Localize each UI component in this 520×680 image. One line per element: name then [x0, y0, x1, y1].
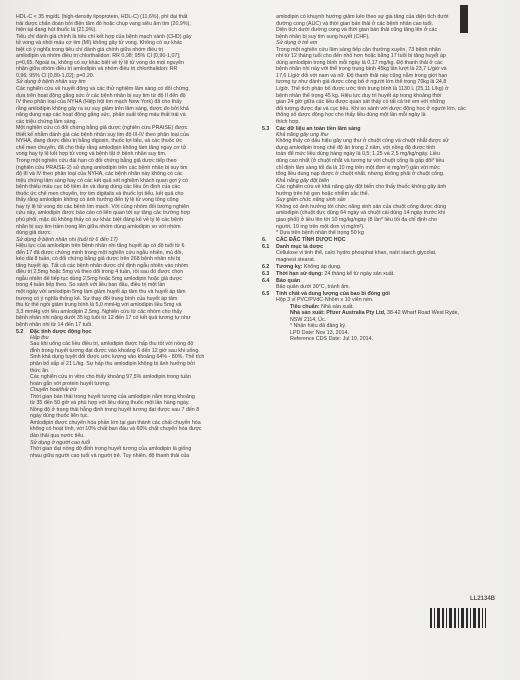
text-line: bệnh thiếu máu cục bộ tiềm ẩn và đang dùng các liều ổn định của các	[16, 184, 181, 191]
text-line: hưởng trên hệ gen hoặc nhiễm sắc thể.	[276, 190, 370, 197]
paragraph-metabolism	[16, 394, 252, 439]
text-line: phù phổi, mặc dù không thấy có sự khác biệt đáng kể về tỷ lệ các bệnh	[16, 216, 183, 223]
section-title: Tương kỵ:	[276, 263, 303, 270]
text-line: tử vong và nhồi máu cơ tim (MI) không gây tử vong. Không có sự khác	[16, 40, 183, 47]
text-line: dùng giả dược.	[16, 230, 52, 237]
text-line: nhân bị suy tim trầm trọng lên giữa nhóm dùng amlodipin so với nhóm	[16, 223, 181, 230]
manufacturer-address-2: NSW 2114, Úc.	[290, 316, 327, 323]
text-line: bệnh nhân nhi từ 14 đến 17 tuổi.	[16, 321, 93, 328]
lpd-date: LPD Date: Nov 13, 2014.	[290, 329, 349, 336]
manufacturer-line	[262, 310, 502, 316]
text-line: thuốc ức chế men chuyển, trợ tim digitalis và thuốc lợi tiểu, kết quả cho	[16, 190, 184, 197]
text-line: đường cong (AUC) và thời gian bán thải ở các bệnh nhân cao tuổi.	[276, 20, 434, 27]
text-line: thiết kế nhằm đánh giá các bệnh nhân suy tim độ III-IV theo phân loại của	[16, 131, 189, 138]
paragraph-elderly	[16, 446, 252, 459]
text-line: bệnh nhân nhi nặng dưới 35 kg tuổi từ 12 đến 17 có kết quả tương tự như	[16, 315, 191, 322]
subheading-children: Sử dụng ở trẻ em	[276, 40, 318, 47]
text-line: Thời gian đạt nồng độ đỉnh trong huyết tương của amlodipin là giống	[30, 446, 192, 453]
text-line: Hiệu lực của amlodipin trên bệnh nhân nhi tăng huyết áp có độ tuổi từ 6	[16, 243, 185, 250]
subheading-metabolism: Chuyển hoá/thải trừ	[30, 387, 77, 394]
text-line: dựa trên hoạt động gắng sức ở các bệnh nhân bị suy tim từ độ II đến độ	[16, 92, 186, 99]
section-number: 6.3	[262, 270, 270, 277]
text-line: thông số dược động học cho thấy liều dùng một lần mỗi ngày là	[276, 112, 426, 119]
paragraph-excipients	[262, 250, 502, 263]
section-number: 6.1	[262, 244, 270, 251]
paragraph-pediatric	[16, 243, 252, 328]
text-line: hoàn gắn với protein huyết tương.	[30, 380, 111, 387]
text-line: ngẫu nhiên để tiếp tục dùng 2,5mg hoặc 5mg amlodipin hoặc giả dược	[16, 275, 183, 282]
text-line: thu từ thế ngồi giảm trung bình là 5,0 mmHg với amlodipin liều 5mg và	[16, 302, 182, 309]
text-line: gian 24 giờ giữa các liều được quan sát thấy có tất cả trẻ em với những	[276, 99, 445, 106]
text-line: kéo dài 8 tuần, có đối chứng bằng giả dược trên 268 bệnh nhân nhi bị	[16, 256, 181, 263]
text-line: đối tượng được đại và cục tiêu. Khi so sánh với dược động học ở người lớn, các	[276, 105, 466, 112]
text-line: đào thải qua nước tiểu.	[30, 433, 85, 439]
barcode	[430, 608, 486, 628]
text-line: cứu này, amlodipin được báo cáo có liên quan tới sự tăng các trường hợp	[16, 210, 191, 217]
section-number: 6.4	[262, 277, 270, 284]
text-line: 3,3 mmHg với liều amlodipin 2,5mg. Nghiên cứu từ các nhóm cho thấy	[16, 308, 183, 315]
text-line: hiện tại đang hút thuốc lá (21,9%).	[16, 27, 97, 34]
text-line: đỉnh trong huyết tương đạt được vào khoảng 6 đến 12 giờ sau khi uống.	[30, 347, 200, 354]
text-line: (nghiên cứu PRAISE-2) sử dụng amlodipin trên các bệnh nhân bị suy tim	[16, 164, 188, 171]
section-title: Thời hạn sử dụng:	[276, 270, 324, 277]
section-number: 6.5	[262, 290, 270, 297]
right-column	[262, 14, 502, 343]
text-line: Các nghiên cứu về khả năng gây đột biến cho thấy thuốc không gây ảnh	[276, 184, 447, 191]
manufacturer-label: Nhà sản xuất:	[290, 310, 325, 317]
text-line: 17,6 L/giờ đối với nam và nữ. Độ thanh thải này cũng nằm trong giới hạn	[276, 72, 448, 79]
paragraph-fertility	[262, 204, 502, 230]
text-line: nhau giữa người cao tuổi và người trẻ. Tuy nhiên, độ thanh thải của	[30, 452, 190, 459]
subheading-elderly: Sử dụng ở người cao tuổi	[30, 439, 90, 446]
text-line: hay tỷ lệ tử vong do các bệnh tim mạch. Với cùng nhóm đối tượng nghiên	[16, 203, 190, 210]
text-line: đến 17 đã được chứng minh trong một nghiên cứu ngẫu nhiên, mù đôi,	[16, 249, 183, 256]
text-line: năng dung nạp các hoạt động gắng sức, phân suất tống máu thất trái và	[16, 112, 186, 119]
text-line: HDL-C < 35 mg/dL (high-density lipoprotein, HDL-C) (11,6%), phì đại thất	[16, 14, 188, 20]
text-line: p=0,65. Ngoài ra, không có sự khác biệt về tỷ lệ tử vong do mọi nguyên	[16, 59, 185, 66]
text-line: vong hay tỷ lệ kết hợp tử vong và bệnh tật ở bệnh nhân suy tim.	[16, 151, 167, 158]
text-line: độ III và IV theo phân loại của NYHA, các bệnh nhân này không có các	[16, 171, 183, 178]
text-line: thích hợp.	[276, 118, 300, 125]
text-line: giao phối) ở liều lên tới 10 mg/kg/ngày (8 lần* liều tối đa chỉ định cho	[276, 216, 437, 223]
text-line: nhi từ 12 tháng tuổi cho đến nhỏ hơn hoặc bằng 17 tuổi bị tăng huyết áp	[276, 53, 446, 60]
manufacturer-address: 38-42 Wharf Road West Ryde,	[386, 310, 459, 317]
paragraph-carcinogenicity	[262, 138, 502, 177]
standard-value: Nhà sản xuất.	[321, 303, 354, 310]
section-number: 5.3	[262, 125, 270, 132]
section-title: Bảo quản	[276, 277, 301, 284]
section-6-heading	[262, 237, 502, 243]
text-line: Không có ảnh hưởng tới chức năng sinh sản của chuột cống được dùng	[276, 203, 447, 210]
text-line: nhân giữa nhóm điều trị amlodipin và nhóm điều trị chlorthalidon: RR	[16, 66, 178, 73]
paragraph-alhat-results	[16, 14, 252, 79]
text-line: Trong một nghiên cứu lâm sàng tiếp cận thường xuyên, 73 bệnh nhân	[276, 46, 441, 53]
text-line: thấy rằng amlodipin không có ảnh hưởng đến tỷ lệ tử vong tổng cộng	[16, 197, 179, 204]
text-line: bệnh nhân nhi này với thể trọng trung bình 45kg lần lượt là 23,7 L/giờ và	[276, 66, 447, 73]
standard-line	[262, 304, 502, 310]
text-line: ngày dùng thuốc liên tục.	[30, 413, 89, 420]
text-line: Không thấy có dấu hiệu gây ung thư ở chuột cống và chuột nhắt được sử	[276, 138, 449, 145]
text-line: dùng amlodipin trong bình mỗi ngày là 0,17 mg/kg. Độ thanh thải ở các	[276, 59, 443, 66]
text-line: chế men chuyển, đã cho thấy rằng amlodipin không làm tăng nguy cơ tử	[16, 144, 187, 151]
section-title: Danh mục tá dược	[276, 244, 324, 251]
subheading-pediatric: Sử dụng ở bệnh nhân nhi (tuổi từ 6 đến 17)	[16, 236, 118, 243]
text-line: amlodipin có khuynh hướng giảm kéo theo sự gia tăng của diện tích dưới	[276, 14, 449, 20]
text-line: Các nghiên cứu về huyết động và các thử nghiệm lâm sàng có đối chứng,	[16, 86, 190, 93]
text-line: Tiêu chí đánh giá chính là tiêu chí kết hợp của bệnh mạch vành (CHD) gây	[16, 33, 192, 40]
text-line: amlodipin và nhóm điều trị chlorthalidon: RR 0,98; 95% CI [0,90-1,07];	[16, 53, 181, 60]
text-line: amlodipin (chuột đực dùng 64 ngày và chuột cái dùng 14 ngày trước khi	[276, 210, 445, 217]
document-code: LL2134B	[470, 596, 496, 602]
text-line: Thời gian bán thải trong huyết tương của amlodipin nằm trong khoảng	[30, 393, 195, 400]
section-title: Tính chất và dung lượng của bao bì đóng gói	[276, 290, 390, 297]
text-line: 0,96; 95% CI [0,89-1,02]; p=0,20.	[16, 72, 95, 79]
subheading-carcinogenicity: Khả năng gây ung thư	[276, 131, 329, 138]
section-6-3-heading	[262, 271, 502, 277]
text-line: Trong một nghiên cứu dài hạn có đối chứng bằng giả dược tiếp theo	[16, 158, 177, 165]
text-line: trong 4 tuần tiếp theo. So sánh với liều ban đầu, điều trị một lần	[16, 282, 166, 289]
section-number: 6.	[262, 237, 267, 244]
text-line: Nồng độ ở trạng thái hằng định trong huyết tương đạt được sau 7 đến 8	[30, 406, 200, 413]
section-6-2-heading	[262, 264, 502, 270]
text-line: bệnh nhân bị suy tim sung huyết (CHF).	[276, 33, 370, 40]
section-title: Đặc tính dược động học	[30, 328, 92, 335]
section-number: 6.2	[262, 263, 270, 270]
paragraph-elderly-cont	[262, 14, 502, 40]
text-line: tăng huyết áp. Tất cả các bệnh nhân được chỉ định ngẫu nhiên vào nhóm	[16, 262, 189, 269]
text-line: L/giờ. Thể tích phân bố được ước tính trung bình là 1130 L (25,11 L/kg) ở	[276, 86, 449, 93]
text-line: NYHA, đang được điều trị bằng digoxin, thuốc lợi tiểu, và các thuốc ức	[16, 138, 182, 145]
section-text: 24 tháng kể từ ngày sản xuất.	[324, 270, 395, 277]
text-line: một ngày với amlodipin 5mg làm giảm huyết áp tâm thu và huyết áp tâm	[16, 288, 186, 295]
text-line: triệu chứng lâm sàng hay có các kết quả xét nghiệm khách quan gợi ý có	[16, 177, 188, 184]
paragraph-heart-failure	[16, 86, 252, 236]
text-line: IV theo phân loại của NYHA (Hiệp hội tim mạch New York) đã cho thấy	[16, 99, 182, 106]
text-line: toán để mức liều dùng hàng ngày là 0,5; 1,25 và 2,5 mg/kg/ngày. Liều	[276, 151, 440, 158]
text-line: Sau khi uống các liều điều trị, amlodipin được hấp thu tốt với nồng độ	[30, 341, 194, 348]
text-line: trương có ý nghĩa thống kê. Sự thay đổi trung bình của huyết áp tâm	[16, 295, 178, 302]
subheading-heart-failure: Sử dụng ở bệnh nhân suy tim	[16, 79, 86, 86]
text-line: điều trị 2,5mg hoặc 5mg và theo dõi trong 4 tuần, rồi sau đó được chọn	[16, 269, 184, 276]
paragraph-mutagenicity	[262, 184, 502, 197]
subheading-mutagenicity: Khả năng gây đột biến	[276, 177, 330, 184]
manufacturer-name: Pfizer Australia Pty Ltd,	[326, 310, 386, 317]
text-line: dụng amlodipin trong chế độ ăn trong 2 năm, với nồng độ được tính	[276, 144, 436, 151]
text-line: không có hoạt tính, với 10% chất ban đầu và 60% chất chuyển hóa được	[30, 426, 202, 433]
paragraph-absorption	[16, 341, 252, 386]
text-line: thức ăn.	[30, 367, 50, 374]
text-line: các triệu chứng lâm sàng.	[16, 118, 77, 125]
text-line: biệt có ý nghĩa trong tiêu chí đánh giá chính giữa nhóm điều trị	[16, 46, 163, 53]
text-line: Amlodipin được chuyển hóa phần lớn tại gan thành các chất chuyển hóa	[30, 419, 201, 426]
subheading-absorption: Hấp thu	[30, 334, 49, 341]
section-title: Các dữ liệu an toàn tiền lâm sàng	[276, 125, 361, 132]
paragraph-children	[262, 47, 502, 125]
text-line: chỉ định lâm sàng tối đa là 10 mg trên một đơn vị mg/m²) gần với mức	[276, 164, 440, 171]
text-line: tổng liều dung nạp được ở chuột nhắt, nhưng không phải ở chuột cống.	[276, 171, 445, 178]
text-line: magnesi stearat.	[276, 256, 316, 263]
text-line: Các nghiên cứu in vitro cho thấy khoảng 97,5% amlodipin trong tuần	[30, 374, 191, 381]
storage-text: Bảo quản dưới 30°C, tránh ẩm.	[276, 283, 350, 290]
reference-date: Reference CDS Date: Jul 10, 2014.	[290, 336, 374, 343]
section-number: 5.2	[16, 328, 24, 335]
standard-label: Tiêu chuẩn:	[290, 303, 320, 310]
trademark-note: * Nhãn hiệu đã đăng ký.	[290, 323, 347, 330]
text-line: người, 10 mg trên một đơn vị mg/m²).	[276, 223, 365, 230]
section-text: Không áp dụng.	[303, 263, 342, 270]
text-line: rằng amlodipin không gây ra sự suy giảm trên lâm sàng, được đo bởi khả	[16, 105, 189, 112]
text-line: Diện tích dưới đường cong và thời gian bán thải cũng tăng lên ở các	[276, 27, 438, 34]
text-line: tương tự như đánh giá được công bố ở người lớn thể trọng 70kg là 24,8	[276, 79, 447, 86]
footnote: * Dựa trên bệnh nhân thể trọng 50 kg	[276, 230, 364, 237]
text-line: dùng cao nhất (ở chuột nhắt và tương tự với chuột cống là gấp đôi* liều	[276, 158, 445, 165]
section-title: CÁC ĐẶC TÍNH DƯỢC HỌC	[276, 237, 346, 244]
text-line: từ 35 đến 50 giờ và phù hợp với liều dùng thuốc một lần hàng ngày.	[30, 400, 190, 407]
text-line: bệnh nhân thể trọng 45 kg. Hiệu lực duy trì huyết áp trong khoảng thời	[276, 92, 442, 99]
left-column	[16, 14, 252, 459]
text-line: trái được chẩn đoán bởi điện tâm đồ hoặc chụp vang siêu âm tim (20,9%),	[16, 20, 191, 27]
text-line: Sinh khả dụng tuyệt đối được ước lượng vào khoảng 64% - 80%. Thể tích	[30, 354, 205, 361]
subheading-fertility: Suy giảm chức năng sinh sản	[276, 197, 346, 204]
text-line: Một nghiên cứu có đối chứng bằng giả dược (nghiên cứu PRAISE) được	[16, 125, 188, 132]
text-line: Cellulose vi tinh thể, calci hydro phosphat khan, natri starch glycolat,	[276, 250, 437, 257]
package-text: Hộp 3 vỉ PVC/PVdC-Nhôm x 10 viên nén.	[276, 297, 374, 304]
text-line: phân bố xấp xỉ 21 L/kg. Sự hấp thu amlodipin không bị ảnh hưởng bởi	[30, 360, 195, 367]
